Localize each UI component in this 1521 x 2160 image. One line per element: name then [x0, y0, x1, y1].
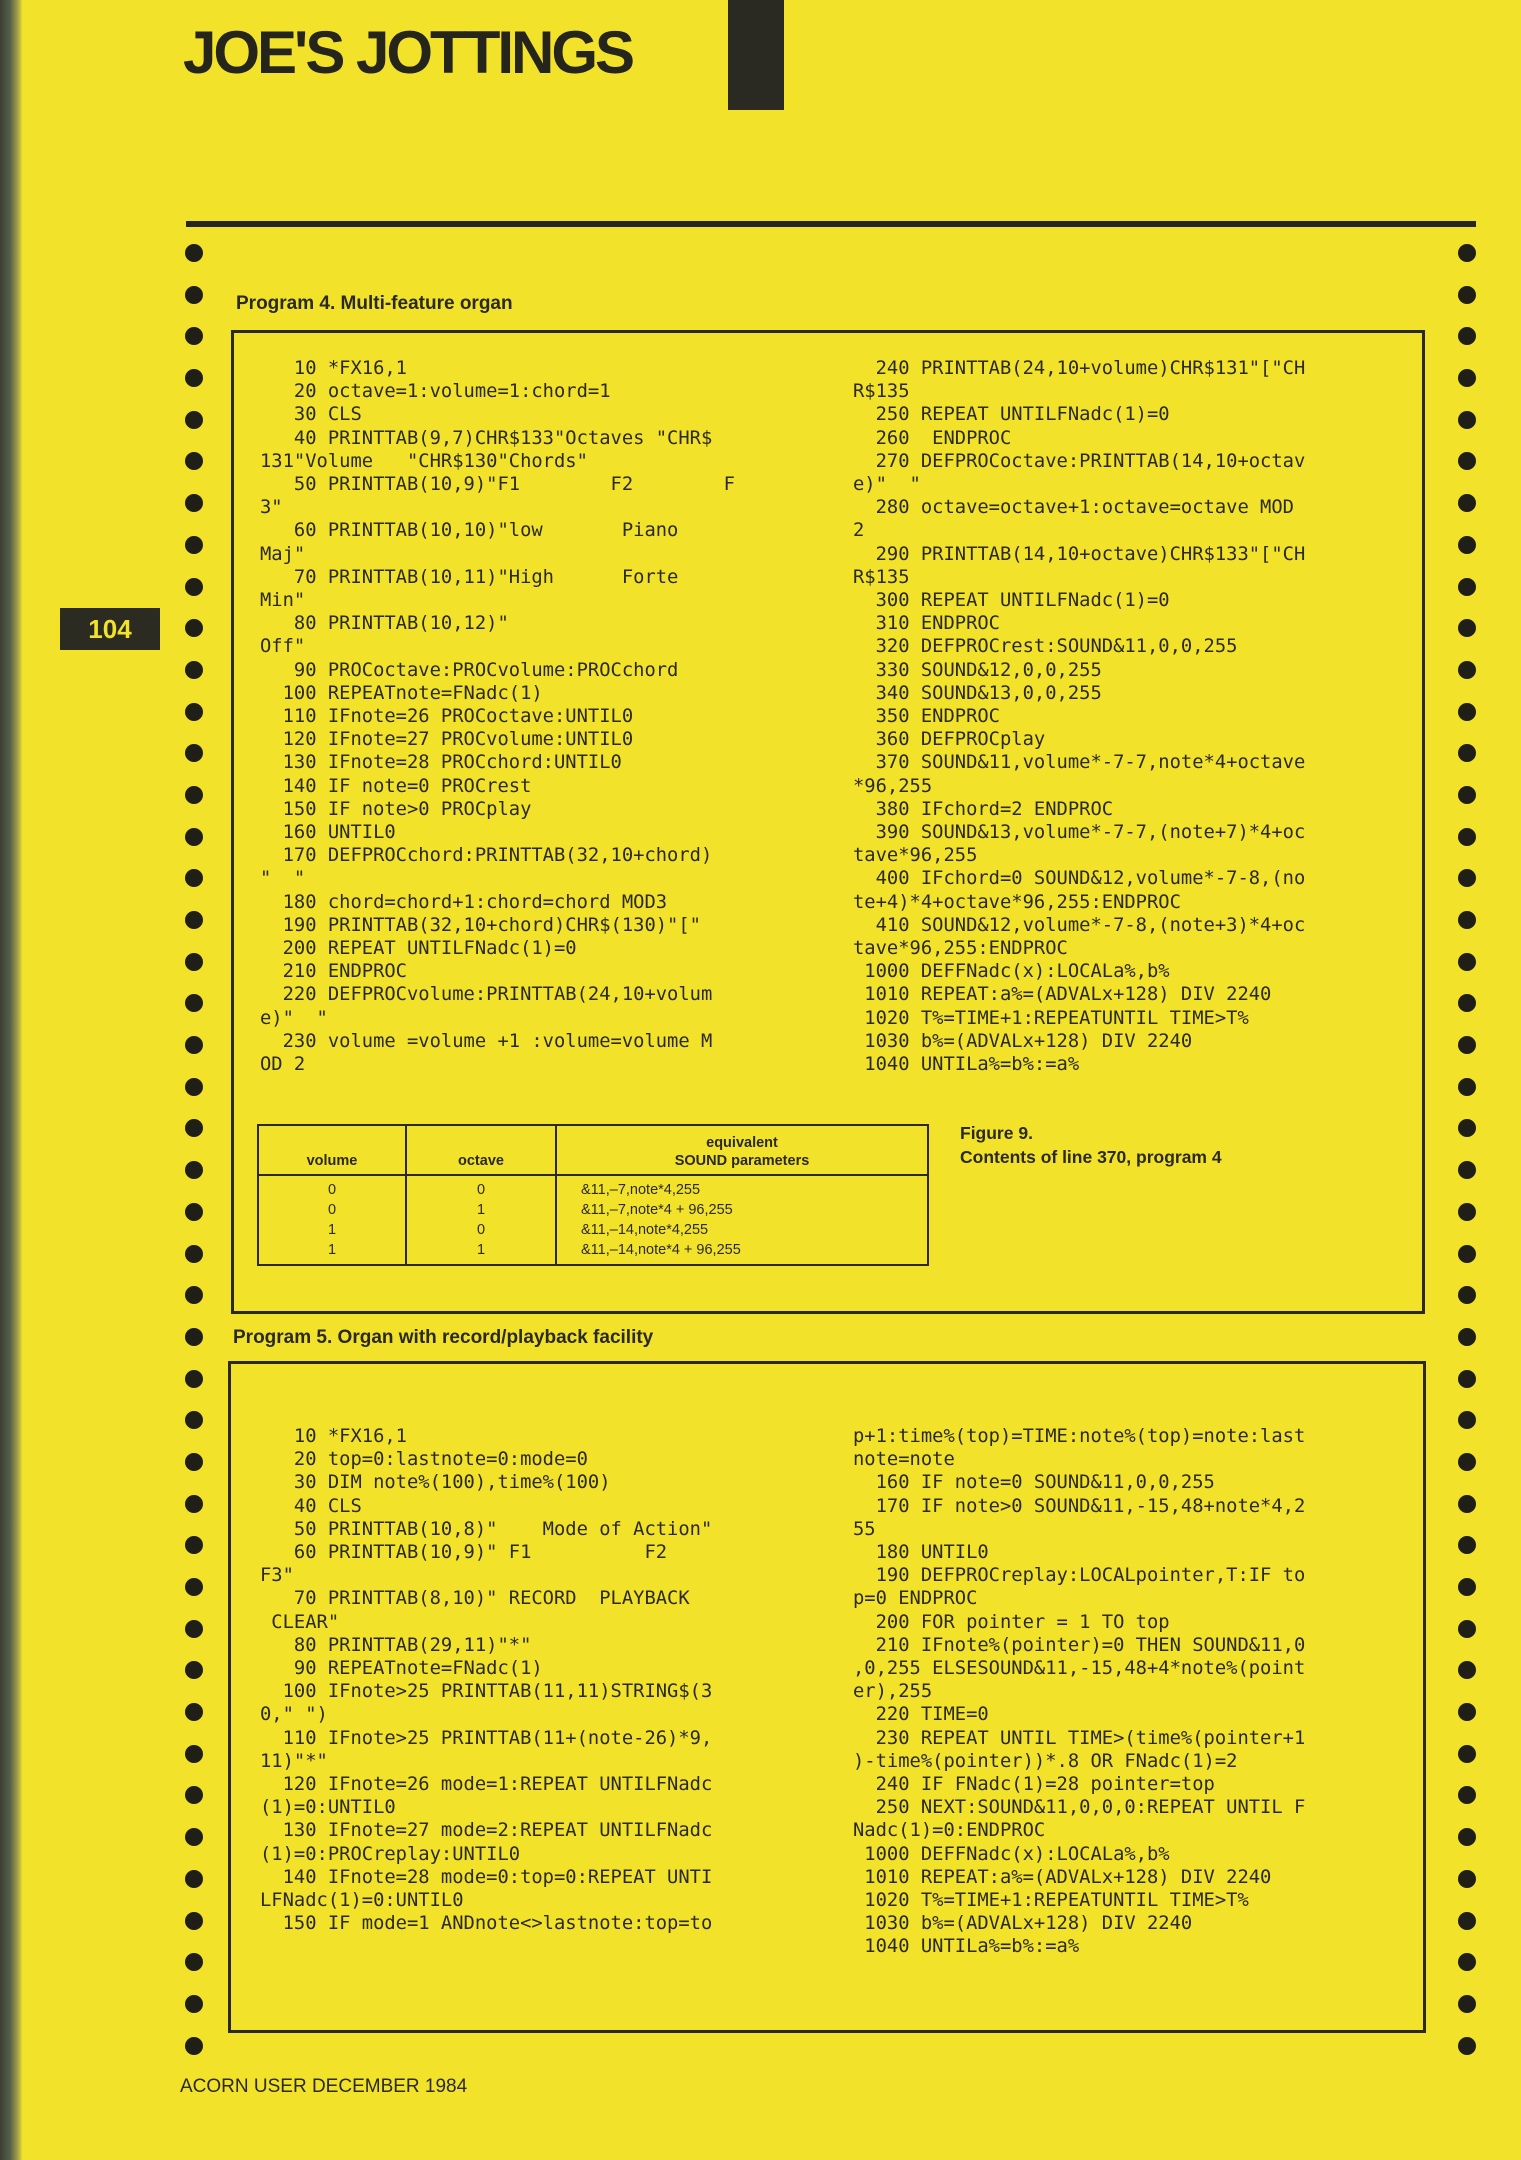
cell-octave: 0	[406, 1175, 556, 1200]
sprocket-hole	[185, 1661, 203, 1679]
sprocket-hole	[185, 744, 203, 762]
sprocket-hole	[185, 1536, 203, 1554]
sprocket-hole	[185, 1578, 203, 1596]
cell-sound: &11,–7,note*4 + 96,255	[556, 1200, 928, 1220]
sprocket-hole	[1458, 1370, 1476, 1388]
sprocket-hole	[185, 286, 203, 304]
sprocket-hole	[1458, 1495, 1476, 1513]
sprocket-hole	[185, 869, 203, 887]
table-row	[258, 1240, 928, 1265]
sprocket-hole	[185, 494, 203, 512]
sprocket-hole	[1458, 452, 1476, 470]
sprocket-hole	[1458, 1828, 1476, 1846]
sprocket-hole	[1458, 411, 1476, 429]
program5-code-left: 10 *FX16,1 20 top=0:lastnote=0:mode=0 30 DIM note%(100),time%(100) 40 CLS 50 PRINTTAB(10,8)" Mode of Action" 60 PRINTTAB(10,9)" F1 F2 F3" 70 PRINTTAB(8,10)" RECORD PLAYBACK CLEAR" 80 PRINTTAB(29,11)"*" 90 REPEATnote=FNadc(1) 100 IFnote>25 PRINTTAB(11,11)STRING$(3 0," ") 110 IFnote>25 PRINTTAB(11+(note-26)*9, 11)"*" 120 IFnote=26 mode=1:REPEAT UNTILFNadc (1)=0:UNTIL0 130 IFnote=27 mode=2:REPEAT UNTILFNadc (1)=0:PROCreplay:UNTIL0 140 IFnote=28 mode=0:top=0:REPEAT UNTI LFNadc(1)=0:UNTIL0 150 IF mode=1 ANDnote<>lastnote:top=to	[260, 1426, 713, 1935]
sprocket-hole	[185, 828, 203, 846]
sprocket-hole	[185, 244, 203, 262]
program4-code-left: 10 *FX16,1 20 octave=1:volume=1:chord=1 30 CLS 40 PRINTTAB(9,7)CHR$133"Octaves "CHR$ 131"Volume "CHR$130"Chords" 50 PRINTTAB(10,9)"F1 F2 F 3" 60 PRINTTAB(10,10)"low Piano Maj" 70 PRINTTAB(10,11)"High Forte Min" 80 PRINTTAB(10,12)" Off" 90 PROCoctave:PROCvolume:PROCchord 100 REPEATnote=FNadc(1) 110 IFnote=26 PROCoctave:UNTIL0 120 IFnote=27 PROCvolume:UNTIL0 130 IFnote=28 PROCchord:UNTIL0 140 IF note=0 PROCrest 150 IF note>0 PROCplay 160 UNTIL0 170 DEFPROCchord:PRINTTAB(32,10+chord) " " 180 chord=chord+1:chord=chord MOD3 190 PRINTTAB(32,10+chord)CHR$(130)"[" 200 REPEAT UNTILFNadc(1)=0 210 ENDPROC 220 DEFPROCvolume:PRINTTAB(24,10+volum e)" " 230 volume =volume +1 :volume=volume M OD 2	[260, 358, 735, 1076]
cell-sound: &11,–14,note*4,255	[556, 1220, 928, 1240]
page-title: JOE'S JOTTINGS	[183, 19, 633, 86]
cell-sound: &11,–14,note*4 + 96,255	[556, 1240, 928, 1265]
sprocket-hole	[185, 786, 203, 804]
sprocket-hole	[185, 369, 203, 387]
col-header-octave: octave	[406, 1125, 556, 1175]
sprocket-hole	[185, 1495, 203, 1513]
sprocket-hole	[185, 1036, 203, 1054]
cell-volume: 0	[258, 1175, 406, 1200]
sprocket-hole	[185, 619, 203, 637]
sprocket-hole	[1458, 953, 1476, 971]
sprocket-hole	[1458, 244, 1476, 262]
sprocket-hole	[185, 1912, 203, 1930]
sprocket-hole	[185, 1245, 203, 1263]
sprocket-hole	[185, 2037, 203, 2055]
sprocket-hole	[185, 661, 203, 679]
sprocket-hole	[1458, 494, 1476, 512]
sprocket-hole	[185, 1370, 203, 1388]
sprocket-hole	[1458, 369, 1476, 387]
sprocket-hole	[1458, 1078, 1476, 1096]
sprocket-hole	[1458, 1703, 1476, 1721]
cell-octave: 1	[406, 1200, 556, 1220]
right-sprocket-holes	[1458, 244, 1476, 2078]
cell-octave: 0	[406, 1220, 556, 1240]
table-row	[258, 1220, 928, 1240]
sprocket-hole	[185, 536, 203, 554]
cell-octave: 1	[406, 1240, 556, 1265]
sprocket-hole	[185, 1328, 203, 1346]
sprocket-hole	[1458, 1786, 1476, 1804]
sprocket-hole	[185, 1119, 203, 1137]
sprocket-hole	[185, 994, 203, 1012]
sprocket-hole	[1458, 327, 1476, 345]
sprocket-hole	[1458, 286, 1476, 304]
sprocket-hole	[185, 1953, 203, 1971]
footer-text: ACORN USER DECEMBER 1984	[180, 2076, 468, 2097]
sprocket-hole	[1458, 1661, 1476, 1679]
sprocket-hole	[185, 578, 203, 596]
sprocket-hole	[1458, 1286, 1476, 1304]
binding-edge	[0, 0, 22, 2160]
page-number: 104	[60, 608, 160, 650]
sprocket-hole	[185, 1703, 203, 1721]
table-row	[258, 1200, 928, 1220]
col-header-equivalent: equivalent	[706, 1135, 778, 1151]
figure-label: Figure 9.	[960, 1123, 1033, 1143]
program4-code-right: 240 PRINTTAB(24,10+volume)CHR$131"["CH R$135 250 REPEAT UNTILFNadc(1)=0 260 ENDPROC 270 DEFPROCoctave:PRINTTAB(14,10+octav e)" " 280 octave=octave+1:octave=octave MOD 2 290 PRINTTAB(14,10+octave)CHR$133"["CH R$135 300 REPEAT UNTILFNadc(1)=0 310 ENDPROC 320 DEFPROCrest:SOUND&11,0,0,255 330 SOUND&12,0,0,255 340 SOUND&13,0,0,255 350 ENDPROC 360 DEFPROCplay 370 SOUND&11,volume*-7-7,note*4+octave *96,255 380 IFchord=2 ENDPROC 390 SOUND&13,volume*-7-7,(note+7)*4+oc tave*96,255 400 IFchord=0 SOUND&12,volume*-7-8,(no te+4)*4+octave*96,255:ENDPROC 410 SOUND&12,volume*-7-8,(note+3)*4+oc tave*96,255:ENDPROC 1000 DEFFNadc(x):LOCALa%,b% 1010 REPEAT:a%=(ADVALx+128) DIV 2240 1020 T%=TIME+1:REPEATUNTIL TIME>T% 1030 b%=(ADVALx+128) DIV 2240 1040 UNTILa%=b%:=a%	[853, 358, 1306, 1076]
sprocket-hole	[1458, 1119, 1476, 1137]
sprocket-hole	[1458, 661, 1476, 679]
sprocket-hole	[1458, 994, 1476, 1012]
sprocket-hole	[185, 1203, 203, 1221]
sprocket-hole	[1458, 828, 1476, 846]
program5-caption: Program 5. Organ with record/playback facility	[233, 1327, 654, 1348]
sprocket-hole	[1458, 1453, 1476, 1471]
sprocket-hole	[1458, 2037, 1476, 2055]
sound-parameters-table	[257, 1124, 929, 1266]
sprocket-hole	[185, 1453, 203, 1471]
sprocket-hole	[185, 1786, 203, 1804]
sprocket-hole	[185, 1411, 203, 1429]
sprocket-hole	[1458, 911, 1476, 929]
sprocket-hole	[185, 452, 203, 470]
sprocket-hole	[185, 1995, 203, 2013]
sprocket-hole	[1458, 1411, 1476, 1429]
sprocket-hole	[1458, 536, 1476, 554]
figure-text: Contents of line 370, program 4	[960, 1147, 1222, 1167]
sprocket-hole	[185, 911, 203, 929]
sprocket-hole	[1458, 1036, 1476, 1054]
sprocket-hole	[1458, 1995, 1476, 2013]
sprocket-hole	[1458, 1245, 1476, 1263]
sprocket-hole	[1458, 1745, 1476, 1763]
title-block	[728, 0, 784, 110]
sprocket-hole	[1458, 786, 1476, 804]
cell-volume: 1	[258, 1240, 406, 1265]
sprocket-hole	[185, 411, 203, 429]
sprocket-hole	[1458, 1328, 1476, 1346]
sprocket-hole	[1458, 869, 1476, 887]
sprocket-hole	[185, 1745, 203, 1763]
sprocket-hole	[185, 327, 203, 345]
sprocket-hole	[185, 1286, 203, 1304]
sprocket-hole	[1458, 744, 1476, 762]
sprocket-hole	[1458, 578, 1476, 596]
sprocket-hole	[1458, 1953, 1476, 1971]
sprocket-hole	[185, 953, 203, 971]
cell-volume: 1	[258, 1220, 406, 1240]
sprocket-hole	[185, 703, 203, 721]
top-rule	[186, 221, 1476, 227]
table-header-row	[258, 1125, 928, 1175]
sprocket-hole	[185, 1161, 203, 1179]
sprocket-hole	[185, 1828, 203, 1846]
sprocket-hole	[1458, 1870, 1476, 1888]
sprocket-hole	[1458, 1161, 1476, 1179]
cell-volume: 0	[258, 1200, 406, 1220]
left-sprocket-holes	[185, 244, 203, 2078]
sprocket-hole	[1458, 619, 1476, 637]
sprocket-hole	[1458, 1620, 1476, 1638]
figure-caption	[960, 1121, 1222, 1169]
col-header-sound	[556, 1125, 928, 1175]
cell-sound: &11,–7,note*4,255	[556, 1175, 928, 1200]
sprocket-hole	[185, 1620, 203, 1638]
sprocket-hole	[1458, 703, 1476, 721]
col-header-sound-parameters: SOUND parameters	[674, 1153, 810, 1169]
sprocket-hole	[185, 1078, 203, 1096]
sprocket-hole	[185, 1870, 203, 1888]
program4-caption: Program 4. Multi-feature organ	[236, 293, 513, 314]
program5-code-right: p+1:time%(top)=TIME:note%(top)=note:last note=note 160 IF note=0 SOUND&11,0,0,255 170 IF note>0 SOUND&11,-15,48+note*4,2 55 180 UNTIL0 190 DEFPROCreplay:LOCALpointer,T:IF to p=0 ENDPROC 200 FOR pointer = 1 TO top 210 IFnote%(pointer)=0 THEN SOUND&11,0 ,0,255 ELSESOUND&11,-15,48+4*note%(point er),255 220 TIME=0 230 REPEAT UNTIL TIME>(time%(pointer+1 )-time%(pointer))*.8 OR FNadc(1)=2 240 IF FNadc(1)=28 pointer=top 250 NEXT:SOUND&11,0,0,0:REPEAT UNTIL F Nadc(1)=0:ENDPROC 1000 DEFFNadc(x):LOCALa%,b% 1010 REPEAT:a%=(ADVALx+128) DIV 2240 1020 T%=TIME+1:REPEATUNTIL TIME>T% 1030 b%=(ADVALx+128) DIV 2240 1040 UNTILa%=b%:=a%	[853, 1426, 1306, 1958]
sprocket-hole	[1458, 1912, 1476, 1930]
sprocket-hole	[1458, 1203, 1476, 1221]
sprocket-hole	[1458, 1536, 1476, 1554]
sprocket-hole	[1458, 1578, 1476, 1596]
table-row	[258, 1175, 928, 1200]
col-header-volume: volume	[258, 1125, 406, 1175]
